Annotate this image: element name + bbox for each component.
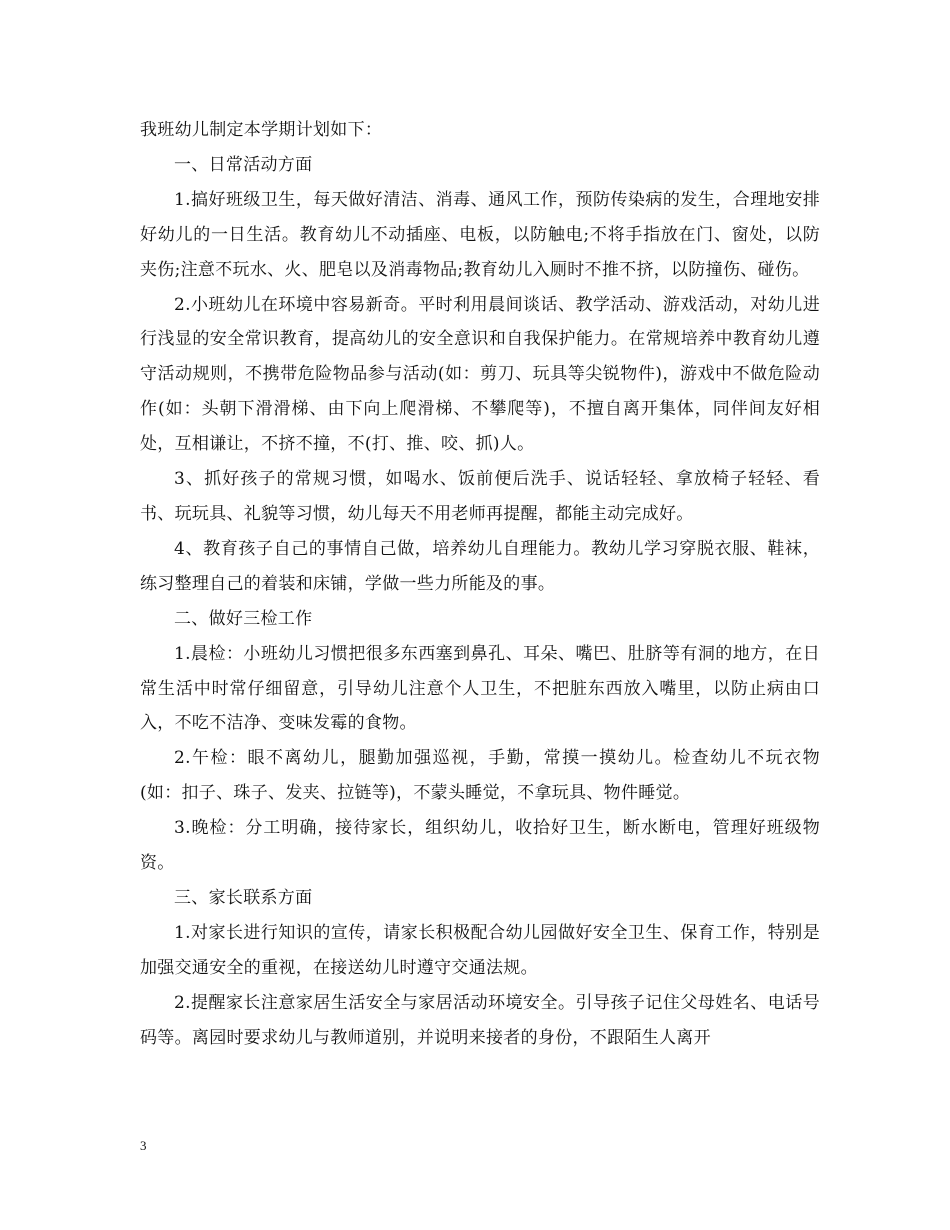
- intro-paragraph: 我班幼儿制定本学期计划如下：: [140, 120, 383, 140]
- paragraph-parent-education: 1.对家长进行知识的宣传，请家长积极配合幼儿园做好安全卫生、保育工作，特别是加强交通安全的重视，在接送幼儿时遵守交通法规。: [140, 922, 820, 978]
- paragraph-morning-check: 1.晨检：小班幼儿习惯把很多东西塞到鼻孔、耳朵、嘴巴、肚脐等有洞的地方，在日常生活中时常仔细留意，引导幼儿注意个人卫生，不把脏东西放入嘴里，以防止病由口入，不吃不洁净、变味发霉的食物。: [140, 643, 820, 734]
- paragraph-safety-education: 2.小班幼儿在环境中容易新奇。平时利用晨间谈话、教学活动、游戏活动，对幼儿进行浅显的安全常识教育，提高幼儿的安全意识和自我保护能力。在常规培养中教育幼儿遵守活动规则，不携带危险物品参与活动(如：剪刀、玩具等尖锐物件)，游戏中不做危险动作(如：头朝下滑滑梯、由下向上爬滑梯、不攀爬等)，不擅自离开集体，同伴间友好相处，互相谦让，不挤不撞，不(打、推、咬、抓)人。: [140, 294, 820, 455]
- paragraph-self-care: 4、教育孩子自己的事情自己做，培养幼儿自理能力。教幼儿学习穿脱衣服、鞋袜，练习整理自己的着装和床铺，学做一些力所能及的事。: [140, 538, 820, 594]
- document-body: [140, 113, 820, 1055]
- paragraph-classroom-hygiene: 1.搞好班级卫生，每天做好清洁、消毒、通风工作，预防传染病的发生，合理地安排好幼儿的一日生活。教育幼儿不动插座、电板，以防触电;不将手指放在门、窗处，以防夹伤;注意不玩水、火、肥皂以及消毒物品;教育幼儿入厕时不推不挤，以防撞伤、碰伤。: [140, 189, 820, 280]
- paragraph-evening-check: 3.晚检：分工明确，接待家长，组织幼儿，收拾好卫生，断水断电，管理好班级物资。: [140, 818, 820, 874]
- paragraph-routine-habits: 3、抓好孩子的常规习惯，如喝水、饭前便后洗手、说话轻轻、拿放椅子轻轻、看书、玩玩具、礼貌等习惯，幼儿每天不用老师再提醒，都能主动完成好。: [140, 469, 820, 524]
- section-heading-parent-contact: 三、家长联系方面: [174, 887, 313, 908]
- section-heading-three-checks: 二、做好三检工作: [174, 608, 313, 629]
- paragraph-home-safety: 2.提醒家长注意家居生活安全与家居活动环境安全。引导孩子记住父母姓名、电话号码等。离园时要求幼儿与教师道别，并说明来接者的身份，不跟陌生人离开: [140, 992, 820, 1048]
- page-number: 3: [140, 1138, 147, 1153]
- paragraph-noon-check: 2.午检：眼不离幼儿，腿勤加强巡视，手勤，常摸一摸幼儿。检查幼儿不玩衣物(如：扣子、珠子、发夹、拉链等)，不蒙头睡觉，不拿玩具、物件睡觉。: [140, 748, 820, 804]
- section-heading-daily-activities: 一、日常活动方面: [174, 154, 313, 175]
